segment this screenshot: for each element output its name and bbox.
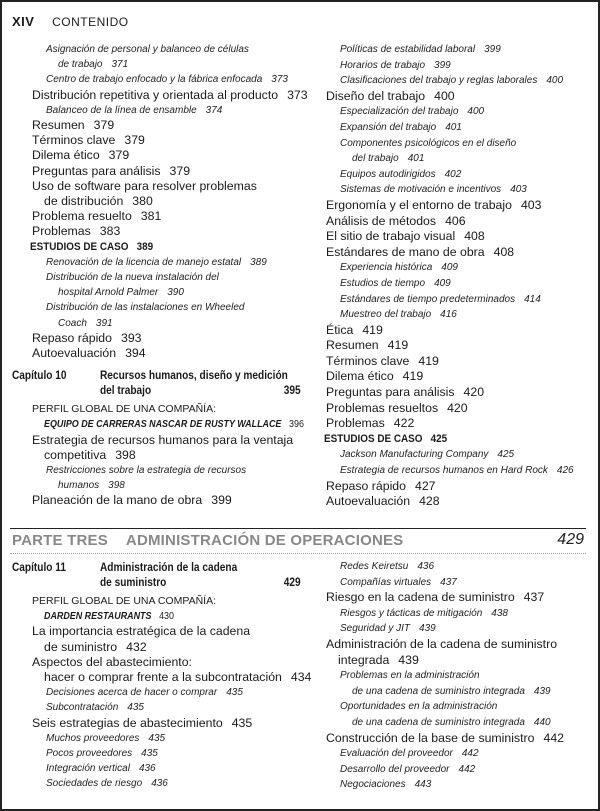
entry-page: 430 <box>159 610 174 623</box>
toc-entry[interactable] <box>306 559 591 575</box>
entry-page: 374 <box>205 104 223 116</box>
toc-entry[interactable] <box>12 746 302 761</box>
entry-page: 436 <box>151 778 168 790</box>
toc-entry[interactable] <box>12 179 302 209</box>
entry-title: Términos clave <box>32 133 116 148</box>
entry-page: 438 <box>491 607 508 619</box>
entry-page: 419 <box>362 322 383 337</box>
profile-company: DARDEN RESTAURANTS <box>44 610 152 623</box>
toc-entry[interactable] <box>306 606 591 622</box>
entry-title: Expansión del trabajo <box>340 121 437 133</box>
toc-entry[interactable] <box>306 416 591 432</box>
toc-entry[interactable] <box>12 685 302 700</box>
entry-title: Análisis de métodos <box>326 213 437 228</box>
entry-title: Riesgo en la cadena de suministro <box>326 590 515 605</box>
entry-page: 399 <box>434 59 451 71</box>
toc-column-bottom-right <box>306 559 591 793</box>
entry-page: 379 <box>169 163 191 178</box>
entry-title: Administración de la cadena de suministro <box>326 636 558 651</box>
entry-page: 401 <box>407 153 425 165</box>
toc-entry[interactable] <box>306 731 591 747</box>
profile-company: EQUIPO DE CARRERAS NASCAR DE RUSTY WALLACE <box>44 418 282 431</box>
entry-page: 389 <box>136 240 154 253</box>
entry-page: 401 <box>445 121 462 133</box>
toc-column-bottom-left <box>12 553 312 792</box>
toc-entry[interactable] <box>306 637 591 668</box>
toc-entry[interactable] <box>12 118 302 133</box>
profile-company-line <box>44 609 174 624</box>
entry-title: Clasificaciones del trabajo y reglas laborales <box>340 75 538 87</box>
toc-entry[interactable] <box>306 354 591 370</box>
toc-entry[interactable] <box>12 224 302 239</box>
entry-title-continued: de suministro <box>44 639 118 654</box>
toc-entry[interactable] <box>306 323 591 339</box>
entry-title: Negociaciones <box>340 779 406 791</box>
toc-entry[interactable] <box>12 776 302 791</box>
entry-title: Jackson Manufacturing Company <box>340 449 489 461</box>
entry-title: Distribución de las instalaciones en Wheeled <box>46 302 245 314</box>
toc-entry[interactable] <box>306 479 591 495</box>
entry-title-continued: competitiva <box>44 447 107 462</box>
toc-entry[interactable] <box>306 746 591 762</box>
entry-continued <box>326 653 591 669</box>
entry-title: Ética <box>326 322 354 337</box>
entry-page: 437 <box>523 590 545 605</box>
entry-page: 402 <box>444 168 462 180</box>
entry-title: Distribución repetitiva y orientada al producto <box>32 87 279 102</box>
toc-entry[interactable] <box>12 209 302 224</box>
chapter-heading[interactable] <box>12 369 301 398</box>
company-profile-entry[interactable] <box>12 402 302 432</box>
toc-entry[interactable] <box>306 214 591 230</box>
entry-continued <box>46 316 302 331</box>
toc-entry[interactable] <box>306 136 591 167</box>
toc-entry[interactable] <box>306 590 591 606</box>
entry-title: Repaso rápido <box>32 330 112 345</box>
entry-continued <box>32 448 302 463</box>
entry-page: 426 <box>556 465 574 477</box>
entry-title: Desarrollo del proveedor <box>340 763 450 775</box>
entry-title: Problemas resueltos <box>326 400 439 415</box>
entry-title: Resumen <box>32 118 85 133</box>
company-profile-entry[interactable] <box>12 594 302 624</box>
entry-page: 425 <box>497 449 515 461</box>
entry-title: Especialización del trabajo <box>340 106 459 118</box>
entry-page: 398 <box>108 480 125 492</box>
toc-entry[interactable] <box>306 432 563 448</box>
entry-title-continued: de trabajo <box>58 59 103 71</box>
toc-entry[interactable] <box>306 276 591 292</box>
entry-continued <box>340 151 591 167</box>
entry-continued <box>46 285 302 300</box>
entry-title: Problemas <box>326 416 385 431</box>
toc-entry[interactable] <box>12 654 312 685</box>
entry-page: 436 <box>417 561 435 572</box>
entry-title: ESTUDIOS DE CASO <box>30 240 129 253</box>
toc-entry[interactable] <box>306 167 591 183</box>
entry-title: Dilema ético <box>32 148 100 163</box>
toc-entry[interactable] <box>12 72 302 87</box>
entry-continued <box>340 715 591 731</box>
toc-entry[interactable] <box>12 148 302 163</box>
page-number: XIV <box>12 14 35 29</box>
toc-entry[interactable] <box>12 42 302 72</box>
entry-title: Evaluación del proveedor <box>340 748 453 760</box>
entry-title: El sitio de trabajo visual <box>326 229 456 244</box>
toc-entry[interactable] <box>306 198 591 214</box>
entry-title: Sociedades de riesgo <box>46 778 143 790</box>
toc-entry[interactable] <box>12 240 273 255</box>
entry-title: Diseño del trabajo <box>326 88 426 103</box>
toc-entry[interactable] <box>306 307 591 323</box>
toc-entry[interactable] <box>12 87 308 103</box>
entry-page: 432 <box>126 639 147 654</box>
entry-page: 420 <box>447 400 468 415</box>
entry-page: 420 <box>463 385 485 400</box>
entry-title: Oportunidades en la administración <box>340 701 498 713</box>
entry-page: 419 <box>402 369 424 384</box>
entry-continued <box>32 670 312 685</box>
entry-page: 391 <box>95 317 113 329</box>
entry-title: Estrategia de recursos humanos en Hard Rock <box>340 465 548 477</box>
toc-entry[interactable] <box>306 260 591 276</box>
toc-entry[interactable] <box>12 716 302 731</box>
entry-page: 442 <box>461 748 479 760</box>
entry-title: Asignación de personal y balanceo de células <box>46 44 249 55</box>
entry-page: 403 <box>520 197 542 212</box>
chapter-title-continued: del trabajo <box>100 384 152 397</box>
entry-page: 390 <box>167 287 184 299</box>
entry-page: 371 <box>111 59 129 71</box>
toc-entry[interactable] <box>306 699 591 730</box>
toc-entry[interactable] <box>12 270 302 300</box>
toc-entry[interactable] <box>306 668 591 699</box>
entry-page: 440 <box>533 716 551 728</box>
entry-title-continued: de distribución <box>44 194 124 209</box>
chapter-title-continued: de suministro <box>100 576 167 589</box>
entry-page: 422 <box>393 416 415 431</box>
entry-page: 400 <box>546 75 564 87</box>
entry-page: 379 <box>108 148 130 163</box>
entry-title: Seguridad y JIT <box>340 623 411 635</box>
entry-page: 396 <box>289 418 304 431</box>
toc-entry[interactable] <box>306 621 591 637</box>
toc-entry[interactable] <box>306 762 591 778</box>
part-page: 429 <box>557 531 584 548</box>
chapter-page: 429 <box>283 576 301 589</box>
entry-title: Aspectos del abastecimiento: <box>32 654 192 669</box>
entry-title: Autoevaluación <box>326 494 411 509</box>
toc-entry[interactable] <box>12 103 302 118</box>
entry-page: 379 <box>93 118 115 133</box>
entry-title: Centro de trabajo enfocado y la fábrica enfocada <box>46 74 263 86</box>
entry-page: 428 <box>419 494 440 509</box>
entry-page: 379 <box>124 133 145 148</box>
toc-entry[interactable] <box>306 120 591 136</box>
profile-label: PERFIL GLOBAL DE UNA COMPAÑÍA: <box>32 595 216 607</box>
toc-entry[interactable] <box>306 575 591 591</box>
chapter-heading[interactable] <box>12 561 301 590</box>
entry-page: 409 <box>441 262 458 274</box>
entry-page: 373 <box>287 87 308 102</box>
entry-title: ESTUDIOS DE CASO <box>324 432 423 445</box>
entry-page: 400 <box>434 88 455 103</box>
toc-entry[interactable] <box>12 300 302 330</box>
entry-title: Compañías virtuales <box>340 576 432 588</box>
entry-page: 439 <box>533 685 551 697</box>
toc-entry[interactable] <box>306 89 591 105</box>
entry-title-continued: de una cadena de suministro integrada <box>352 685 525 697</box>
entry-page: 393 <box>120 330 142 345</box>
entry-page: 435 <box>148 732 166 744</box>
entry-title: Estudios de tiempo <box>340 277 426 289</box>
entry-title-continued: integrada <box>338 652 390 667</box>
entry-title-continued: hacer o comprar frente a la subcontratación <box>44 670 282 685</box>
toc-column-top-left <box>12 42 308 509</box>
entry-title: Resumen <box>326 338 379 353</box>
entry-title: Políticas de estabilidad laboral <box>340 44 476 55</box>
entry-continued <box>32 640 302 655</box>
entry-title: Equipos autodirigidos <box>340 168 436 180</box>
entry-page: 394 <box>125 346 146 361</box>
entry-page: 435 <box>231 715 253 730</box>
chapter-label: Capítulo 10 <box>12 370 67 383</box>
toc-entry[interactable] <box>12 493 302 508</box>
toc-entry[interactable] <box>12 624 302 654</box>
chapter-page: 395 <box>283 384 301 397</box>
entry-page: 419 <box>387 338 409 353</box>
toc-entry[interactable] <box>12 331 302 346</box>
entry-page: 380 <box>132 194 153 209</box>
toc-entry[interactable] <box>306 463 591 479</box>
toc-entry[interactable] <box>306 401 591 417</box>
entry-title: Balanceo de la línea de ensamble <box>46 104 197 116</box>
toc-entry[interactable] <box>306 229 591 245</box>
entry-continued <box>46 478 302 493</box>
entry-title: Integración vertical <box>46 763 130 775</box>
entry-title: Renovación de la licencia de manejo estatal <box>46 256 242 268</box>
entry-title: Problemas <box>32 224 91 239</box>
toc-entry[interactable] <box>12 346 302 361</box>
entry-title: Restricciones sobre la estrategia de recursos <box>46 465 247 477</box>
entry-page: 439 <box>419 623 436 635</box>
toc-entry[interactable] <box>306 245 591 261</box>
entry-title: Riesgos y tácticas de mitigación <box>340 607 483 619</box>
toc-entry[interactable] <box>12 761 302 776</box>
toc-entry[interactable] <box>306 447 591 463</box>
entry-title-continued: del trabajo <box>352 153 399 165</box>
entry-title-continued: hospital Arnold Palmer <box>58 287 159 299</box>
entry-title: Preguntas para análisis <box>32 163 161 178</box>
toc-entry[interactable] <box>306 42 591 58</box>
entry-title: Decisiones acerca de hacer o comprar <box>46 687 218 699</box>
toc-entry[interactable] <box>12 133 302 148</box>
entry-page: 443 <box>414 779 432 791</box>
entry-page: 383 <box>99 224 121 239</box>
toc-entry[interactable] <box>12 700 302 715</box>
toc-entry[interactable] <box>12 731 302 746</box>
entry-title: Repaso rápido <box>326 478 406 493</box>
chapter-label: Capítulo 11 <box>12 562 66 574</box>
entry-title: Subcontratación <box>46 702 119 714</box>
entry-page: 406 <box>445 213 466 228</box>
entry-page: 381 <box>140 209 162 224</box>
entry-page: 403 <box>510 184 527 196</box>
entry-continued <box>32 194 302 209</box>
entry-page: 399 <box>484 44 501 55</box>
toc-column-top-right <box>306 42 591 510</box>
entry-page: 416 <box>440 309 457 321</box>
entry-title-continued: humanos <box>58 480 100 492</box>
entry-page: 437 <box>440 576 457 588</box>
chapter-title: Recursos humanos, diseño y medición <box>100 370 288 383</box>
toc-entry[interactable] <box>306 494 591 510</box>
entry-page: 373 <box>271 74 288 86</box>
toc-entry[interactable] <box>12 255 302 270</box>
entry-page: 408 <box>464 229 485 244</box>
entry-page: 435 <box>226 687 243 699</box>
entry-title: Estrategia de recursos humanos para la ventaja <box>32 432 294 447</box>
entry-title-continued: de una cadena de suministro integrada <box>352 716 525 728</box>
running-header <box>12 14 129 29</box>
toc-entry[interactable] <box>306 182 591 198</box>
entry-title: Autoevaluación <box>32 346 117 361</box>
toc-entry[interactable] <box>306 292 591 308</box>
entry-page: 398 <box>115 447 136 462</box>
entry-title: Términos clave <box>326 353 410 368</box>
chapter-title: Administración de la cadena <box>100 562 238 574</box>
entry-title: Estándares de tiempo predeterminados <box>340 293 516 305</box>
entry-title: Preguntas para análisis <box>326 385 455 400</box>
entry-page: 436 <box>138 763 156 775</box>
entry-page: 419 <box>418 353 439 368</box>
entry-title: Estándares de mano de obra <box>326 244 485 259</box>
entry-page: 425 <box>430 432 448 445</box>
entry-page: 414 <box>524 293 541 305</box>
entry-title: Problemas en la administración <box>340 670 480 682</box>
entry-page: 442 <box>543 730 565 745</box>
toc-entry[interactable] <box>306 369 591 385</box>
entry-continued <box>46 57 302 72</box>
entry-title: Problema resuelto <box>32 209 132 224</box>
entry-title: Ergonomía y el entorno de trabajo <box>326 197 512 212</box>
entry-title: Muchos proveedores <box>46 732 140 744</box>
entry-title: Experiencia histórica <box>340 262 433 274</box>
entry-title: Seis estrategias de abastecimiento <box>32 715 223 730</box>
entry-title: Construcción de la base de suministro <box>326 730 535 745</box>
entry-page: 399 <box>211 493 232 508</box>
toc-entry[interactable] <box>306 777 591 793</box>
toc-entry[interactable] <box>12 463 302 493</box>
entry-title: Horarios de trabajo <box>340 59 426 71</box>
entry-page: 442 <box>458 763 476 775</box>
entry-page: 439 <box>398 652 419 667</box>
entry-page: 400 <box>467 106 485 118</box>
entry-title: Distribución de la nueva instalación del <box>46 272 219 284</box>
profile-label: PERFIL GLOBAL DE UNA COMPAÑÍA: <box>32 403 216 416</box>
entry-title: Planeación de la mano de obra <box>32 493 203 508</box>
profile-company-line <box>44 417 304 432</box>
part-label: PARTE TRES <box>12 532 108 549</box>
toc-entry[interactable] <box>12 164 302 179</box>
toc-entry[interactable] <box>306 385 591 401</box>
entry-title: Uso de software para resolver problemas <box>32 178 257 193</box>
entry-page: 427 <box>414 478 436 493</box>
toc-entry[interactable] <box>12 433 302 463</box>
entry-title-continued: Coach <box>58 317 87 329</box>
toc-entry[interactable] <box>306 338 591 354</box>
entry-page: 435 <box>127 702 144 714</box>
entry-title: Pocos proveedores <box>46 748 133 760</box>
entry-title: La importancia estratégica de la cadena <box>32 624 251 639</box>
toc-entry[interactable] <box>306 58 591 74</box>
entry-title: Muestreo del trabajo <box>340 309 432 321</box>
entry-title: Redes Keiretsu <box>340 561 409 572</box>
part-heading <box>10 528 586 554</box>
entry-title: Dilema ético <box>326 369 394 384</box>
entry-page: 408 <box>493 244 515 259</box>
entry-page: 435 <box>141 748 158 760</box>
part-title: ADMINISTRACIÓN DE OPERACIONES <box>125 532 404 549</box>
entry-page: 434 <box>290 670 312 685</box>
entry-page: 389 <box>250 256 267 268</box>
entry-title: Componentes psicológicos en el diseño <box>340 137 517 149</box>
toc-entry[interactable] <box>306 104 591 120</box>
toc-entry[interactable] <box>306 73 591 89</box>
entry-continued <box>340 684 591 700</box>
entry-title: Sistemas de motivación e incentivos <box>340 184 502 196</box>
header-title: CONTENIDO <box>52 15 129 29</box>
entry-page: 409 <box>434 277 451 289</box>
